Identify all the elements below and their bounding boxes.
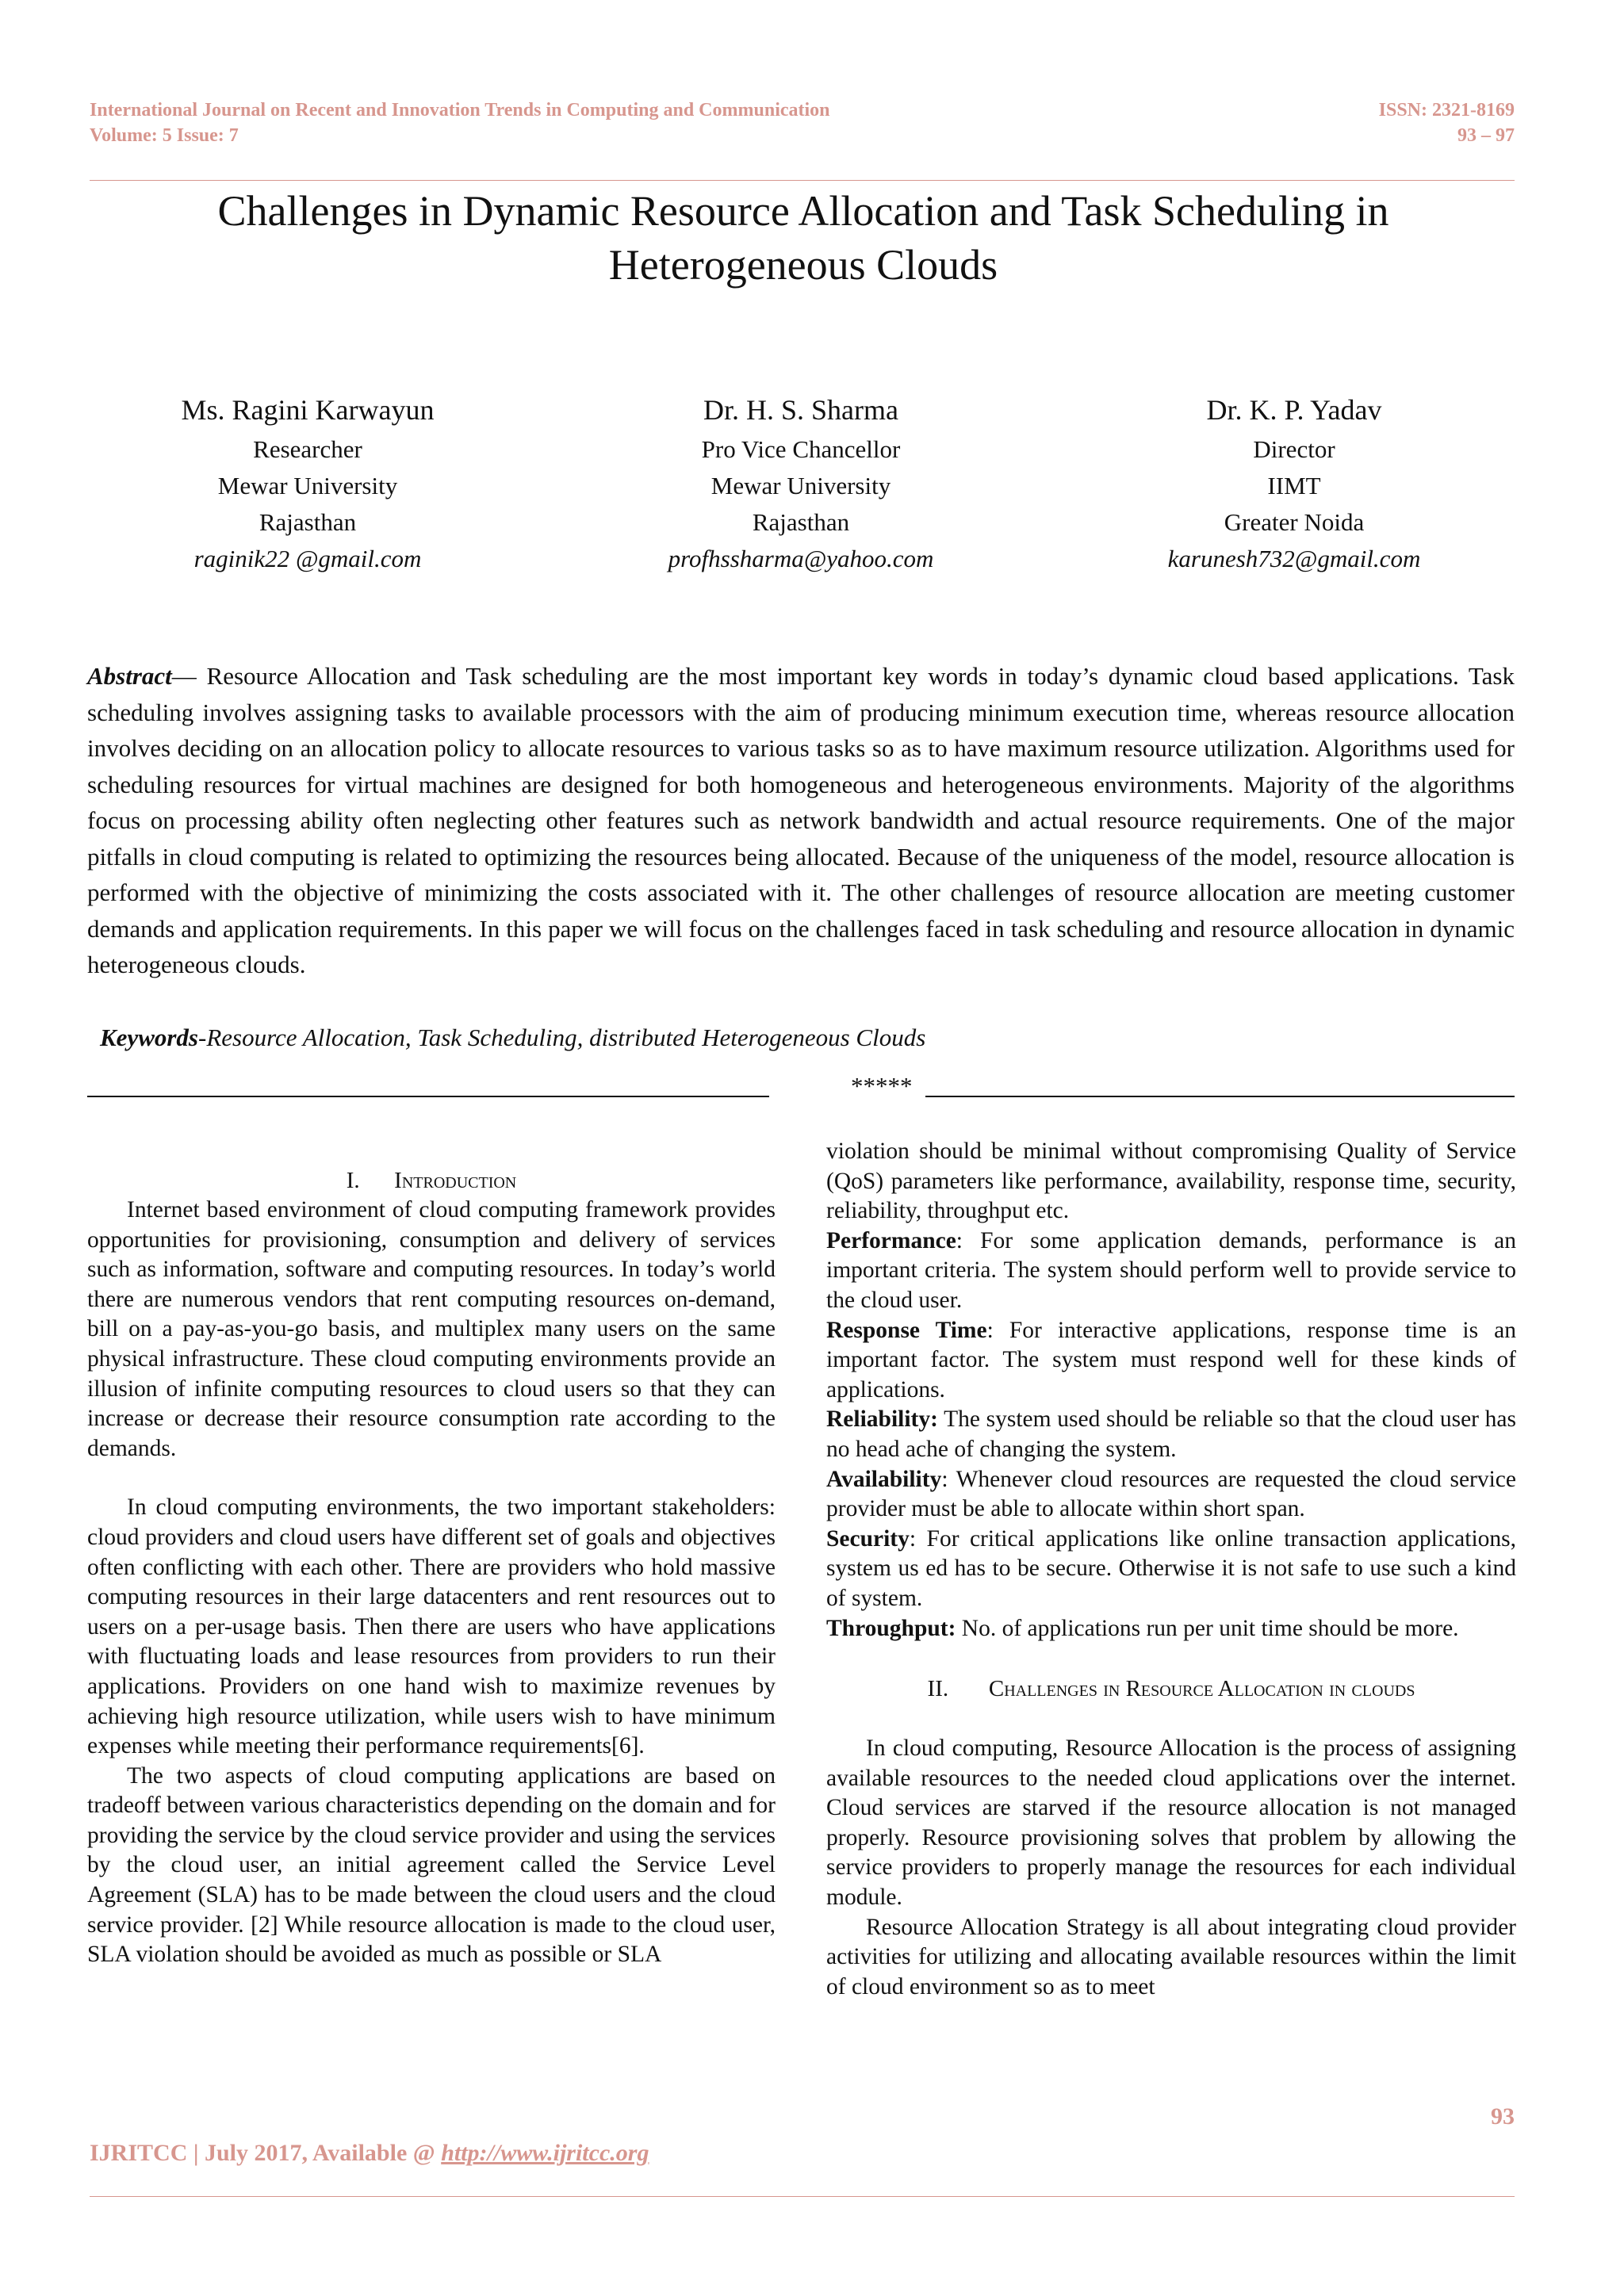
qos-item: [826, 1316, 1516, 1406]
section2-paragraph-1: In cloud computing, Resource Allocation is the process of assigning available resources to the needed cloud applications over the internet. Cloud services are starved if the resource allocation is not managed properly. Resource provisioning solves that problem by allowing the service providers to properly manage the resources for each individual module.: [826, 1735, 1516, 1911]
author-block: [70, 388, 546, 577]
footer-text: IJRITCC | July 2017, Available @: [90, 2140, 442, 2166]
footer-rule: [90, 2196, 1515, 2197]
author-block: [563, 388, 1039, 577]
qos-term: Reliability:: [826, 1406, 938, 1433]
qos-desc: For interactive applications, response time is an important factor. The system must respond well for these kinds of applications.: [826, 1317, 1516, 1402]
section-heading: [826, 1674, 1516, 1704]
intro-paragraph-1: Internet based environment of cloud computing framework provides opportunities for provisioning, consumption and delivery of services such as information, software and computing resources. In today’s world there are numerous vendors that rent computing resources on-demand, bill on a pay-as-you-go basis, and multiplex many users on the same physical infrastructure. These cloud computing environments provide an illusion of infinite computing resources to cloud users so that they can increase or decrease their resource consumption rate according to the demands.: [87, 1197, 776, 1461]
qos-desc: Whenever cloud resources are requested the cloud service provider must be able to allocate within short span.: [826, 1466, 1516, 1522]
paper-title-line-1: Challenges in Dynamic Resource Allocation and Task Scheduling in: [217, 187, 1389, 235]
qos-sep: [956, 1616, 961, 1641]
keywords: [100, 1020, 1511, 1055]
author-role: Researcher: [253, 435, 362, 463]
keywords-text: -Resource Allocation, Task Scheduling, distributed Heterogeneous Clouds: [198, 1024, 926, 1051]
section2-paragraph-2: Resource Allocation Strategy is all about integrating cloud provider activities for utilizing and allocating available resources within the limit of cloud environment so as to meet: [826, 1914, 1516, 1999]
qos-item: [826, 1525, 1516, 1614]
journal-header: [90, 98, 830, 148]
section-title: Challenges in Resource Allocation in clouds: [988, 1676, 1415, 1702]
qos-term: Throughput:: [826, 1615, 956, 1641]
abstract-dash: —: [171, 662, 207, 690]
author-org: Mewar University: [710, 472, 891, 499]
abstract-text: Resource Allocation and Task scheduling are the most important key words in today’s dynamic cloud based applications. Task scheduling involves assigning tasks to available processors with the aim of producing minimum execution time, whereas resource allocation involves deciding on an allocation policy to allocate resources to various tasks so as to have maximum resource utilization. Algorithms used for scheduling resources for virtual machines are designed for both homogeneous and heterogeneous environments. Majority of the algorithms focus on processing ability often neglecting other features such as network bandwidth and actual resource requirements. One of the major pitfalls in cloud computing is related to optimizing the resources being allocated. Because of the uniqueness of the model, resource allocation is performed with the objective of minimizing the costs associated with it. The other challenges of resource allocation are meeting customer demands and application requirements. In this paper we will focus on the challenges faced in task scheduling and resource allocation in dynamic heterogeneous clouds.: [87, 662, 1515, 978]
author-org: Mewar University: [217, 472, 398, 499]
separator-line-right: [925, 1096, 1515, 1097]
qos-item: [826, 1465, 1516, 1525]
abstract-label: Abstract: [87, 662, 172, 690]
page-footer: [90, 2137, 649, 2169]
qos-item: [826, 1405, 1516, 1464]
section-title: Introduction: [394, 1168, 517, 1193]
abstract: [87, 658, 1515, 983]
qos-intro-paragraph: violation should be minimal without compromising Quality of Service (QoS) parameters like performance, availability, response time, security, reliability, throughput etc.: [826, 1138, 1516, 1224]
qos-sep: :: [941, 1466, 956, 1492]
qos-sep: :: [909, 1525, 927, 1552]
qos-desc: For critical applications like online transaction applications, system us ed has to be secure. Otherwise it is not safe to use such a kind of system.: [826, 1525, 1516, 1611]
author-email[interactable]: profhssharma@yahoo.com: [668, 545, 934, 572]
author-email[interactable]: karunesh732@gmail.com: [1167, 545, 1421, 572]
author-name: Dr. H. S. Sharma: [703, 394, 898, 426]
qos-term: Performance: [826, 1227, 956, 1253]
qos-term: Security: [826, 1525, 910, 1552]
journal-issn-block: [1348, 98, 1515, 148]
right-column: [826, 1137, 1516, 2002]
separator-stars: *****: [851, 1072, 913, 1100]
author-place: Greater Noida: [1224, 508, 1365, 536]
qos-term: Availability: [826, 1466, 942, 1492]
paper-title: [90, 184, 1517, 292]
paper-title-line-2: Heterogeneous Clouds: [608, 241, 998, 289]
separator-line-left: [87, 1096, 769, 1097]
author-role: Director: [1253, 435, 1335, 463]
author-place: Rajasthan: [752, 508, 850, 536]
header-rule: [90, 180, 1515, 181]
section-separator: [87, 1070, 1515, 1102]
qos-item: [826, 1614, 1516, 1644]
qos-sep: :: [956, 1227, 981, 1253]
qos-term: Response Time: [826, 1317, 987, 1343]
author-block: [1056, 388, 1532, 577]
qos-sep: :: [986, 1317, 1009, 1343]
keywords-label: Keywords: [100, 1024, 198, 1051]
left-column: [87, 1165, 776, 1970]
author-name: Ms. Ragini Karwayun: [181, 394, 435, 426]
intro-paragraph-2: In cloud computing environments, the two important stakeholders: cloud providers and cloud users have different set of goals and objectives often conflicting with each other. There are providers who hold massive computing resources in their large datacenters and rent resources out to users on a per-usage basis. Then there are users who have applications with fluctuating loads and lease resources from providers to run their applications. Providers on one hand wish to maximize revenues by achieving high resource utilization, while users wish to have minimum expenses while meeting their performance requirements[6].: [87, 1494, 776, 1759]
author-name: Dr. K. P. Yadav: [1206, 394, 1382, 426]
qos-desc: For some application demands, performance is an important criteria. The system should perform well to provide service to the cloud user.: [826, 1227, 1516, 1313]
section-heading: [87, 1165, 776, 1196]
page-number: 93: [1491, 2103, 1515, 2130]
page-range: 93 – 97: [1457, 125, 1515, 146]
journal-link[interactable]: http://www.ijritcc.org: [441, 2140, 649, 2166]
author-email[interactable]: raginik22 @gmail.com: [193, 545, 422, 572]
section-number: II.: [927, 1676, 949, 1702]
author-place: Rajasthan: [259, 508, 357, 536]
qos-desc: No. of applications run per unit time should be more.: [961, 1615, 1459, 1641]
qos-item: [826, 1226, 1516, 1316]
journal-name: International Journal on Recent and Innovation Trends in Computing and Communication: [90, 100, 830, 121]
journal-issn: ISSN: 2321-8169: [1378, 100, 1515, 121]
author-org: IIMT: [1267, 472, 1321, 499]
journal-volume: Volume: 5 Issue: 7: [90, 125, 239, 146]
intro-paragraph-3: The two aspects of cloud computing applications are based on tradeoff between various characteristics depending on the domain and for providing the service by the cloud service provider and using the services by the cloud user, an initial agreement called the Service Level Agreement (SLA) has to be made between the cloud users and the cloud service provider. [2] While resource allocation is made to the cloud user, SLA violation should be avoided as much as possible or SLA: [87, 1762, 776, 1968]
author-role: Pro Vice Chancellor: [701, 435, 901, 463]
section-number: I.: [346, 1168, 360, 1193]
qos-desc: The system used should be reliable so that the cloud user has no head ache of changing the system.: [826, 1406, 1516, 1462]
